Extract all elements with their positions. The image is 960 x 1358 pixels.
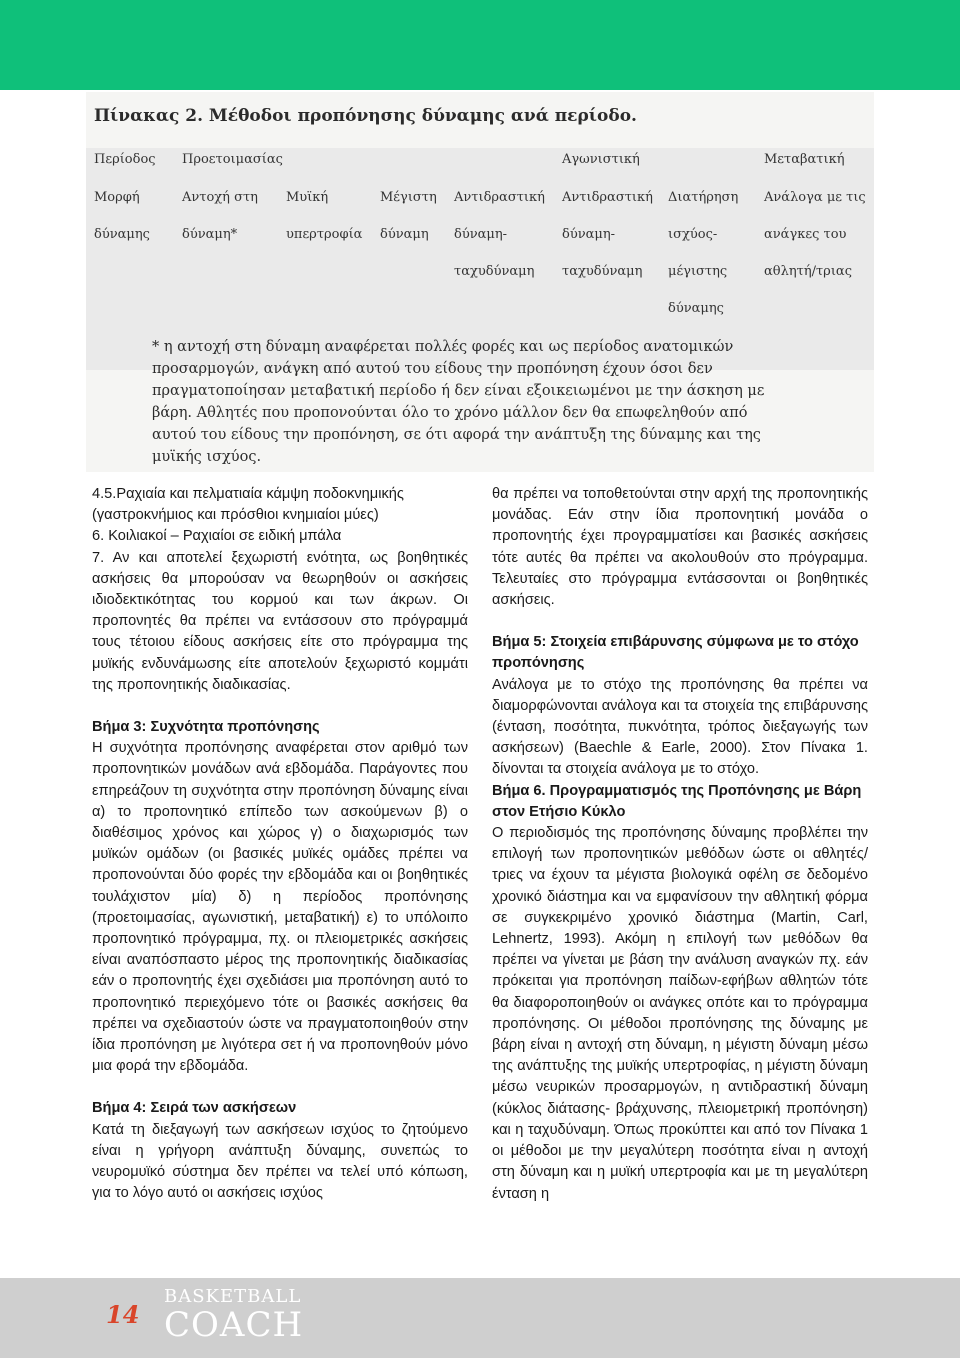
table-row-label: Μορφή [94,190,140,205]
table-cell: Ανάλογα με τις [764,190,866,205]
table-cell: αθλητή/τριας [764,264,852,279]
magazine-logo [164,1286,303,1343]
footer-band [0,1278,960,1358]
table-scan-image [86,92,874,472]
table-cell: δύναμη [380,227,429,242]
step5-heading: Βήμα 5: Στοιχεία επιβάρυνσης σύμφωνα με το στόχο προπόνησης [492,634,859,672]
step5-text: Ανάλογα με το στόχο της προπόνησης θα πρέπει να διαμορφώνονται ανάλογα και τα στοιχεία της επιβάρυνσης (ένταση, ποσότητα, πυκνότητα, τρόπος διεξαγωγής των ασκήσεων) (Baechle & Earle, 2000). Στον Πίνακα 1. δίνονται τα στοιχεία ανάλογα με το στόχο. [492,676,868,778]
table-cell: Αντιδραστική [562,190,653,205]
top-color-bar [0,0,960,90]
table-cell: υπερτροφία [286,227,363,242]
logo-line1: BASKETBALL [164,1286,302,1307]
footnote-line: βάρη. Αθλητές που προπονούνται όλο το χρόνο μάλλον δεν θα επωφεληθούν από [152,405,748,421]
table-cell: ανάγκες του [764,227,847,242]
table-cell: δύναμη* [182,227,238,242]
step4-heading: Βήμα 4: Σειρά των ασκήσεων [92,1100,297,1117]
table-title: Πίνακας 2. Μέθοδοι προπόνησης δύναμης ανά περίοδο. [94,106,637,126]
page-number: 14 [106,1300,140,1329]
step3-text: Η συχνότητα προπόνησης αναφέρεται στον αριθμό των προπονητικών μονάδων ανά εβδομάδα. Παράγοντες που επηρεάζουν τη συχνότητα στην προπόνηση δύναμης είναι α) το προπονητικό επίπεδο των ασκούμενων β) ο διαθέσιμος χρόνος και χώρος γ) ο διαχωρισμός των μυϊκών ομάδων (οι βασικές μυϊκές ομάδες πρέπει να προπονούνται δύο φορές την εβδομάδα και οι βοηθητικές τουλάχιστον μία) δ) η περίοδος προπόνησης (προετοιμασίας, αγωνιστική, μεταβατική) ε) το υπόλοιπο προπονητικό πρόγραμμα, πχ. οι πλειομετρικές ασκήσεις είναι αναπόσπαστο μέρος της προπονητικής διαδικασίας εάν ο προπονητής έχει σχεδιάσει μια προπόνηση αυτό το προπονητικό περιεχόμενο τότε οι βασικές ασκήσεις θα πρέπει να σχεδιαστούν ώστε να πραγματοποιηθούν στην ίδια προπόνηση με λιγότερα σετ ή να προπονηθούν μόνο μια φορά την εβδομάδα. [92,740,468,1075]
footnote-line: προσαρμογών, ανάγκη από αυτού του είδους την προπόνηση έχουν όσοι δεν [152,361,713,377]
right-text-column [492,484,868,1205]
table-cell: δύναμη- [562,227,616,242]
table-header-competitive: Αγωνιστική [562,152,640,167]
table-row-label: δύναμης [94,227,150,242]
table-cell: ταχυδύναμη [562,264,643,279]
table-cell: Αντιδραστική [454,190,545,205]
footnote-line: αυτού του είδους την προπόνηση, σε ότι αφορά την ανάπτυξη της δύναμης και της [152,427,761,443]
table-cell: μέγιστης [668,264,728,279]
table-cell: δύναμης [668,301,724,316]
step6-heading: Βήμα 6. Προγραμματισμός της Προπόνησης με Βάρη στον Ετήσιο Κύκλο [492,782,862,820]
footnote-line: πραγματοποίησαν μεταβατική περίοδο ή δεν είναι εξοικειωμένοι με την άσκηση με [152,383,765,399]
list-item-7: 7. Αν και αποτελεί ξεχωριστή ενότητα, ως βοηθητικές ασκήσεις θα μπορούσαν να θεωρηθούν οι ασκήσεις ιδιοδεκτικότητας του κορμού και των άκρων. Οι προπονητές θα πρέπει να εντάσσουν στο πρόγραμμά τους τέτοιου είδους ασκήσεις είτε στο πρόγραμμα της μυϊκής ενδυνάμωσης είτε αποτελούν ξεχωριστό κομμάτι της προπονητικής διαδικασίας. [92,549,468,693]
list-item-6: 6. Κοιλιακοί – Ραχιαίοι σε ειδική μπάλα [92,528,342,545]
table-cell: δύναμη- [454,227,508,242]
table-header-transition: Μεταβατική [764,152,845,167]
table-cell: Διατήρηση [668,190,739,205]
list-item-4-5: 4.5.Ραχιαία και πελματιαία κάμψη ποδοκνημικής (γαστροκνήμιος και πρόσθιοι κνημιαίοι μύες) [92,486,404,524]
footnote-line: * η αντοχή στη δύναμη αναφέρεται πολλές φορές και ως περίοδος ανατομικών [152,339,734,355]
footnote-line: μυϊκής ισχύος. [152,449,262,465]
table-cell: Μέγιστη [380,190,437,205]
left-text-column [92,484,468,1205]
step3-heading: Βήμα 3: Συχνότητα προπόνησης [92,719,320,736]
table-footnote [152,336,842,468]
table-cell: Αντοχή στη [182,190,258,205]
step4-text: Κατά τη διεξαγωγή των ασκήσεων ισχύος το ζητούμενο είναι η γρήγορη ανάπτυξη δύναμης, συνεπώς το νευρομυϊκό σύστημα δεν πρέπει να τελεί υπό κόπωση, για το λόγο αυτό οι ασκήσεις ισχύος [92,1121,468,1202]
table-header-preparatory: Προετοιμασίας [182,152,283,167]
table-cell: ισχύος- [668,227,718,242]
table-cell: ταχυδύναμη [454,264,535,279]
step6-text: Ο περιοδισμός της προπόνησης δύναμης προβλέπει την επιλογή των προπονητικών μεθόδων ώστε οι αθλητές/ τριες να έχουν τα μέγιστα βιολογικά οφέλη σε δεδομένο χρονικό διάστημα και να εμφανίσουν την αθλητική φόρμα σε συγκεκριμένο χρονικό διάστημα (Martin, Carl, Lehnertz, 1993). Ακόμη η επιλογή των μεθόδων θα πρέπει να γίνεται με βάση την ανάλυση αναγκών πχ. εάν πρόκειται για προπόνηση παίδων-εφήβων αθλητών τότε θα διαφοροποιηθούν οι ανάγκες οπότε και το πρόγραμμα προπόνησης. Οι μέθοδοι προπόνησης της δύναμης με βάρη είναι η αντοχή στη δύναμη, η μέγιστη δύναμη μέσω της ανάπτυξης της μυϊκής υπερτροφίας, η μέγιστη δύναμη μέσω νευρικών προσαρμογών, η αντιδραστική δύναμη (κύκλος διάτασης- βράχυνσης, πλειομετρική προπόνηση) και η ταχυδύναμη. Όπως προκύπτει και από τον Πίνακα 1 οι μέθοδοι με την μεγαλύτερη ποσότητα είναι η αντοχή στη δύναμη και η μυϊκή υπερτροφία και με τη μεγαλύτερη ένταση η [492,825,868,1202]
table-header-period: Περίοδος [94,152,156,167]
table-cell: Μυϊκή [286,190,329,205]
step4-continued-text: θα πρέπει να τοποθετούνται στην αρχή της προπονητικής μονάδας. Εάν στην ίδια προπονητική μονάδα ο προπονητής έχει προγραμματίσει και βασικές ασκήσεις τότε αυτές θα πρέπει να ακολουθούν στο πρόγραμμα. Τελευταίες στο πρόγραμμα εντάσσονται οι βοηθητικές ασκήσεις. [492,486,868,609]
logo-line2: COACH [164,1305,304,1345]
